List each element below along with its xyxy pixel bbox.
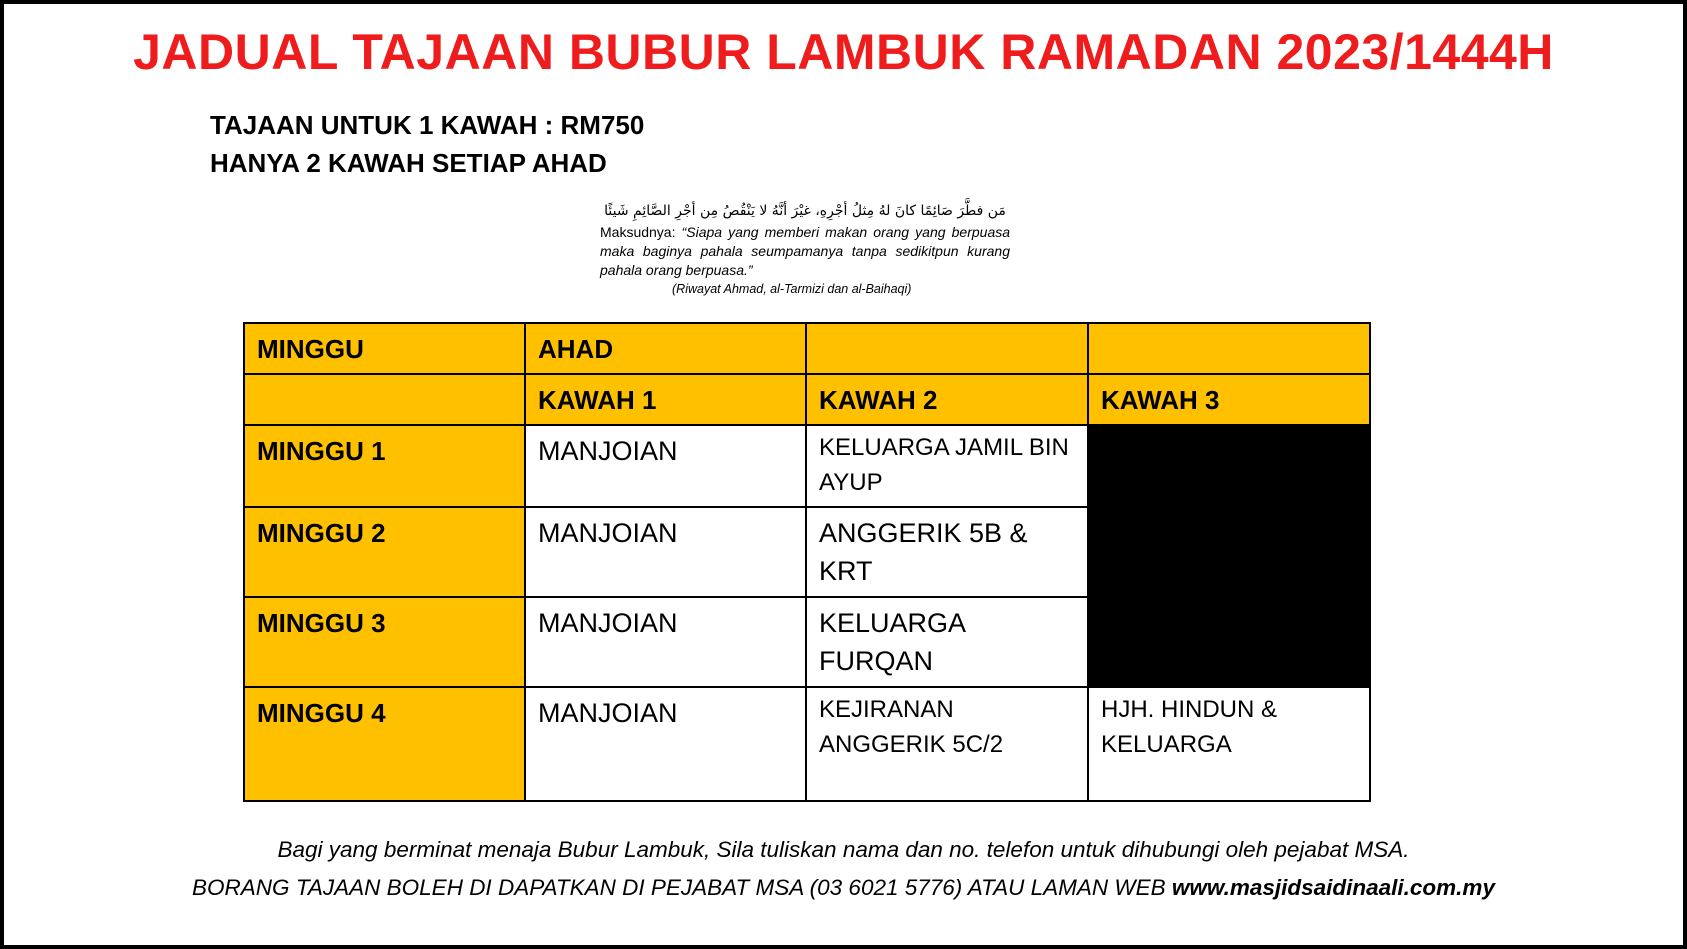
kawah2-cell: KELUARGA JAMIL BIN AYUP [806, 425, 1088, 507]
kawah1-cell: MANJOIAN [525, 687, 806, 801]
hadith-meaning-label: Maksudnya: [600, 224, 676, 240]
header-cell: AHAD [525, 323, 806, 374]
footer-contact [4, 874, 1683, 901]
kawah3-cell: HJH. HINDUN & KELUARGA [1088, 687, 1370, 801]
week-cell: MINGGU 2 [244, 507, 525, 597]
website-link[interactable]: www.masjidsaidinaali.com.my [1171, 875, 1495, 900]
table-row [244, 687, 1370, 801]
hadith-meaning [600, 223, 1010, 280]
table-row [244, 425, 1370, 507]
week-cell: MINGGU 3 [244, 597, 525, 687]
table-header-row [244, 374, 1370, 425]
hadith-quote [600, 202, 1010, 299]
header-cell [244, 374, 525, 425]
sponsorship-limit: HANYA 2 KAWAH SETIAP AHAD [210, 148, 607, 178]
kawah3-unavailable-cell [1088, 425, 1370, 687]
week-cell: MINGGU 4 [244, 687, 525, 801]
footer-contact-text: BORANG TAJAAN BOLEH DI DAPATKAN DI PEJABAT MSA (03 6021 5776) ATAU LAMAN WEB [192, 875, 1166, 900]
header-cell: KAWAH 1 [525, 374, 806, 425]
hadith-arabic: مَن فطَّرَ صَائِمًا كانَ لهُ مِثلُ أجْرِهِ، غيْرَ أنَّهُ لا يَنْقُصُ مِن أجْرِ الصَّائِمِ شَيئًا [604, 203, 1006, 219]
page-title: JADUAL TAJAAN BUBUR LAMBUK RAMADAN 2023/1444H [133, 24, 1554, 80]
slide [4, 4, 1683, 945]
kawah2-cell: KELUARGA FURQAN [806, 597, 1088, 687]
header-cell: MINGGU [244, 323, 525, 374]
table-header-row [244, 323, 1370, 374]
kawah2-cell: ANGGERIK 5B & KRT [806, 507, 1088, 597]
header-cell [806, 323, 1088, 374]
footer-note: Bagi yang berminat menaja Bubur Lambuk, Sila tuliskan nama dan no. telefon untuk dihubungi oleh pejabat MSA. [277, 837, 1410, 862]
hadith-source: (Riwayat Ahmad, al-Tarmizi dan al-Baihaqi) [672, 282, 912, 296]
kawah2-cell: KEJIRANAN ANGGERIK 5C/2 [806, 687, 1088, 801]
header-cell [1088, 323, 1370, 374]
hadith-meaning-text: “Siapa yang memberi makan orang yang berpuasa maka baginya pahala seumpamanya tanpa sedikitpun kurang pahala orang berpuasa.” [600, 224, 1011, 278]
kawah1-cell: MANJOIAN [525, 597, 806, 687]
sponsorship-price: TAJAAN UNTUK 1 KAWAH : RM750 [210, 110, 645, 140]
week-cell: MINGGU 1 [244, 425, 525, 507]
sponsorship-table [243, 322, 1371, 802]
kawah1-cell: MANJOIAN [525, 507, 806, 597]
header-cell: KAWAH 3 [1088, 374, 1370, 425]
kawah1-cell: MANJOIAN [525, 425, 806, 507]
header-cell: KAWAH 2 [806, 374, 1088, 425]
